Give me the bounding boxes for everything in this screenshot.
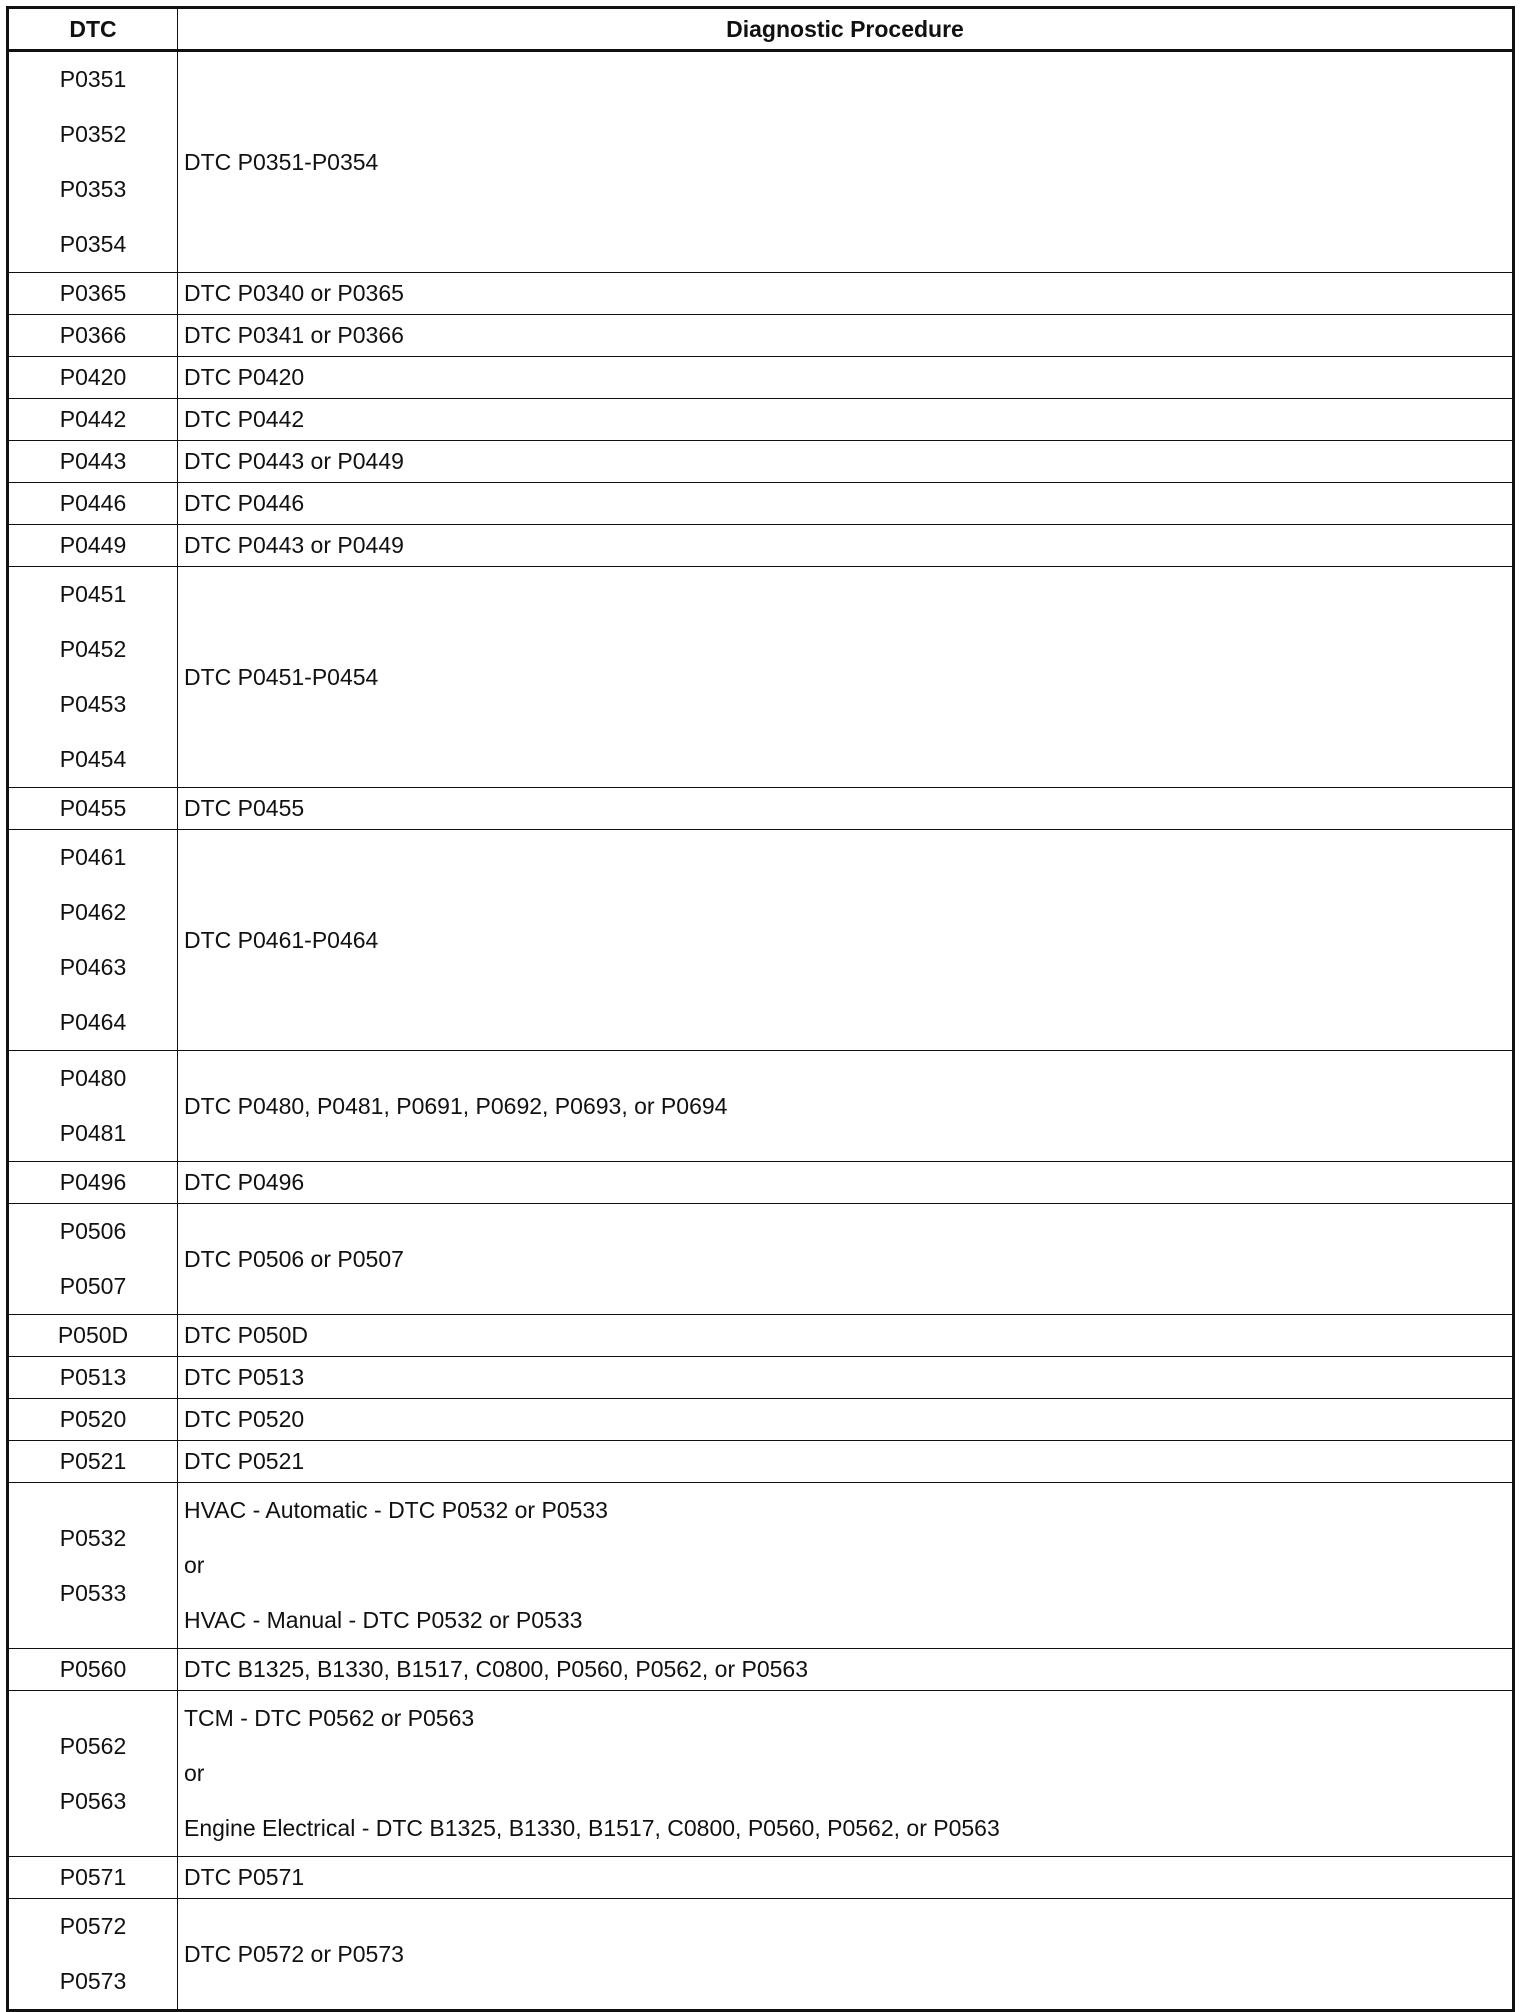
diagnostic-procedure-cell xyxy=(178,567,1514,788)
dtc-code-cell xyxy=(8,399,178,441)
dtc-code: P0454 xyxy=(59,746,127,772)
diagnostic-procedure-line: DTC P0341 or P0366 xyxy=(184,322,404,348)
table-row xyxy=(8,399,1514,441)
diagnostic-procedure-line: DTC P0521 xyxy=(184,1448,305,1474)
diagnostic-procedure-cell xyxy=(178,1399,1514,1441)
table-row xyxy=(8,788,1514,830)
diagnostic-procedure-cell xyxy=(178,1857,1514,1899)
dtc-code-cell xyxy=(8,1399,178,1441)
table-row xyxy=(8,1483,1514,1649)
dtc-code-cell xyxy=(8,357,178,399)
diagnostic-procedure-line: DTC P0513 xyxy=(184,1364,305,1390)
diagnostic-procedure-line: DTC P050D xyxy=(184,1322,308,1348)
dtc-code-cell xyxy=(8,441,178,483)
table-row xyxy=(8,1399,1514,1441)
diagnostic-procedure-line: or xyxy=(184,1760,205,1786)
table-row xyxy=(8,1691,1514,1857)
diagnostic-procedure-line: DTC P0442 xyxy=(184,406,305,432)
diagnostic-procedure-cell xyxy=(178,788,1514,830)
dtc-code: P0462 xyxy=(59,899,127,925)
diagnostic-procedure-cell xyxy=(178,1051,1514,1162)
header-diagnostic-procedure: Diagnostic Procedure xyxy=(178,8,1514,51)
diagnostic-procedure-cell xyxy=(178,399,1514,441)
dtc-code: P0352 xyxy=(59,121,127,147)
dtc-code-cell xyxy=(8,1051,178,1162)
dtc-code-cell xyxy=(8,1315,178,1357)
dtc-code: P0453 xyxy=(59,691,127,717)
diagnostic-procedure-line: DTC P0572 or P0573 xyxy=(184,1940,404,1967)
dtc-code: P0354 xyxy=(59,231,127,257)
table-body xyxy=(8,51,1514,2011)
header-row xyxy=(8,8,1514,51)
diagnostic-procedure-cell xyxy=(178,483,1514,525)
diagnostic-procedure-line: Engine Electrical - DTC B1325, B1330, B1517, C0800, P0560, P0562, or P0563 xyxy=(184,1815,1000,1841)
dtc-code-cell xyxy=(8,567,178,788)
table-row xyxy=(8,273,1514,315)
dtc-code: P0451 xyxy=(59,581,127,607)
diagnostic-procedure-line: DTC P0571 xyxy=(184,1864,305,1890)
table-row xyxy=(8,315,1514,357)
diagnostic-procedure-line: DTC P0443 or P0449 xyxy=(184,532,404,558)
table-row xyxy=(8,51,1514,273)
diagnostic-procedure-cell xyxy=(178,1315,1514,1357)
dtc-code-cell xyxy=(8,1204,178,1315)
diagnostic-procedure-cell xyxy=(178,1162,1514,1204)
table-row xyxy=(8,525,1514,567)
dtc-code: P0521 xyxy=(59,1448,127,1474)
diagnostic-procedure-cell xyxy=(178,1649,1514,1691)
dtc-code: P0532 xyxy=(59,1524,127,1551)
dtc-code-cell xyxy=(8,273,178,315)
diagnostic-procedure-cell xyxy=(178,1357,1514,1399)
table-row xyxy=(8,1204,1514,1315)
dtc-code: P0449 xyxy=(59,532,127,558)
dtc-code-cell xyxy=(8,788,178,830)
dtc-code: P0573 xyxy=(59,1968,127,1994)
diagnostic-procedure-cell xyxy=(178,525,1514,567)
diagnostic-procedure-line: DTC P0461-P0464 xyxy=(184,926,379,953)
dtc-code: P0572 xyxy=(59,1913,127,1939)
dtc-code-cell xyxy=(8,525,178,567)
dtc-code: P0562 xyxy=(59,1732,127,1759)
diagnostic-procedure-cell xyxy=(178,1691,1514,1857)
dtc-code: P0420 xyxy=(59,364,127,390)
table-row xyxy=(8,1857,1514,1899)
diagnostic-procedure-line: DTC P0420 xyxy=(184,364,305,390)
dtc-code: P0351 xyxy=(59,66,127,92)
dtc-code: P0496 xyxy=(59,1169,127,1195)
dtc-code: P0463 xyxy=(59,954,127,980)
diagnostic-procedure-cell xyxy=(178,1483,1514,1649)
diagnostic-procedure-line: DTC P0506 or P0507 xyxy=(184,1245,404,1272)
diagnostic-procedure-cell xyxy=(178,1204,1514,1315)
table-header xyxy=(8,8,1514,51)
dtc-code-cell xyxy=(8,51,178,273)
dtc-code-cell xyxy=(8,1483,178,1649)
dtc-code: P0365 xyxy=(59,280,127,306)
diagnostic-procedure-line: DTC P0340 or P0365 xyxy=(184,280,404,306)
dtc-code: P050D xyxy=(57,1322,129,1348)
dtc-code-cell xyxy=(8,1857,178,1899)
diagnostic-procedure-cell xyxy=(178,441,1514,483)
diagnostic-procedure-line: HVAC - Manual - DTC P0532 or P0533 xyxy=(184,1607,583,1633)
diagnostic-procedure-line: or xyxy=(184,1552,205,1578)
diagnostic-procedure-line: DTC P0496 xyxy=(184,1169,305,1195)
table-row xyxy=(8,357,1514,399)
table-row xyxy=(8,1315,1514,1357)
dtc-code: P0464 xyxy=(59,1009,127,1035)
table-row xyxy=(8,1357,1514,1399)
diagnostic-procedure-line: TCM - DTC P0562 or P0563 xyxy=(184,1705,475,1731)
table-row xyxy=(8,1899,1514,2011)
dtc-code: P0455 xyxy=(59,795,127,821)
dtc-code: P0366 xyxy=(59,322,127,348)
dtc-code: P0452 xyxy=(59,636,127,662)
diagnostic-procedure-line: DTC P0446 xyxy=(184,490,305,516)
diagnostic-procedure-line: DTC B1325, B1330, B1517, C0800, P0560, P0562, or P0563 xyxy=(184,1656,808,1682)
dtc-code: P0533 xyxy=(59,1579,127,1606)
dtc-code-cell xyxy=(8,830,178,1051)
dtc-code: P0560 xyxy=(59,1656,127,1682)
diagnostic-procedure-cell xyxy=(178,1899,1514,2011)
table-row xyxy=(8,1051,1514,1162)
dtc-code: P0506 xyxy=(59,1218,127,1244)
dtc-code: P0571 xyxy=(59,1864,127,1890)
diagnostic-procedure-line: DTC P0443 or P0449 xyxy=(184,448,404,474)
dtc-code: P0353 xyxy=(59,176,127,202)
diagnostic-procedure-cell xyxy=(178,357,1514,399)
table-row xyxy=(8,830,1514,1051)
diagnostic-procedure-line: HVAC - Automatic - DTC P0532 or P0533 xyxy=(184,1497,608,1523)
diagnostic-procedure-line: DTC P0451-P0454 xyxy=(184,663,379,690)
diagnostic-procedure-line: DTC P0520 xyxy=(184,1406,305,1432)
table-row xyxy=(8,567,1514,788)
dtc-code: P0480 xyxy=(59,1065,127,1091)
dtc-code-cell xyxy=(8,483,178,525)
dtc-code: P0520 xyxy=(59,1406,127,1432)
table-row xyxy=(8,441,1514,483)
dtc-code-cell xyxy=(8,1899,178,2011)
diagnostic-procedure-cell xyxy=(178,315,1514,357)
dtc-code: P0461 xyxy=(59,844,127,870)
dtc-code: P0563 xyxy=(59,1787,127,1814)
diagnostic-procedure-cell xyxy=(178,1441,1514,1483)
table-row xyxy=(8,1441,1514,1483)
dtc-code: P0446 xyxy=(59,490,127,516)
dtc-code-cell xyxy=(8,315,178,357)
dtc-code-cell xyxy=(8,1441,178,1483)
dtc-code-cell xyxy=(8,1691,178,1857)
diagnostic-procedure-cell xyxy=(178,273,1514,315)
table-row xyxy=(8,1162,1514,1204)
table-row xyxy=(8,483,1514,525)
dtc-code-cell xyxy=(8,1162,178,1204)
dtc-code: P0442 xyxy=(59,406,127,432)
diagnostic-procedure-cell xyxy=(178,51,1514,273)
dtc-table xyxy=(6,6,1515,2012)
diagnostic-procedure-line: DTC P0351-P0354 xyxy=(184,148,379,175)
dtc-code-cell xyxy=(8,1357,178,1399)
dtc-code-cell xyxy=(8,1649,178,1691)
dtc-code: P0481 xyxy=(59,1120,127,1146)
dtc-code: P0443 xyxy=(59,448,127,474)
table-row xyxy=(8,1649,1514,1691)
diagnostic-procedure-line: DTC P0480, P0481, P0691, P0692, P0693, or P0694 xyxy=(184,1092,728,1119)
dtc-code: P0513 xyxy=(59,1364,127,1390)
diagnostic-procedure-cell xyxy=(178,830,1514,1051)
diagnostic-procedure-line: DTC P0455 xyxy=(184,795,305,821)
dtc-code: P0507 xyxy=(59,1273,127,1299)
header-dtc: DTC xyxy=(8,8,178,51)
